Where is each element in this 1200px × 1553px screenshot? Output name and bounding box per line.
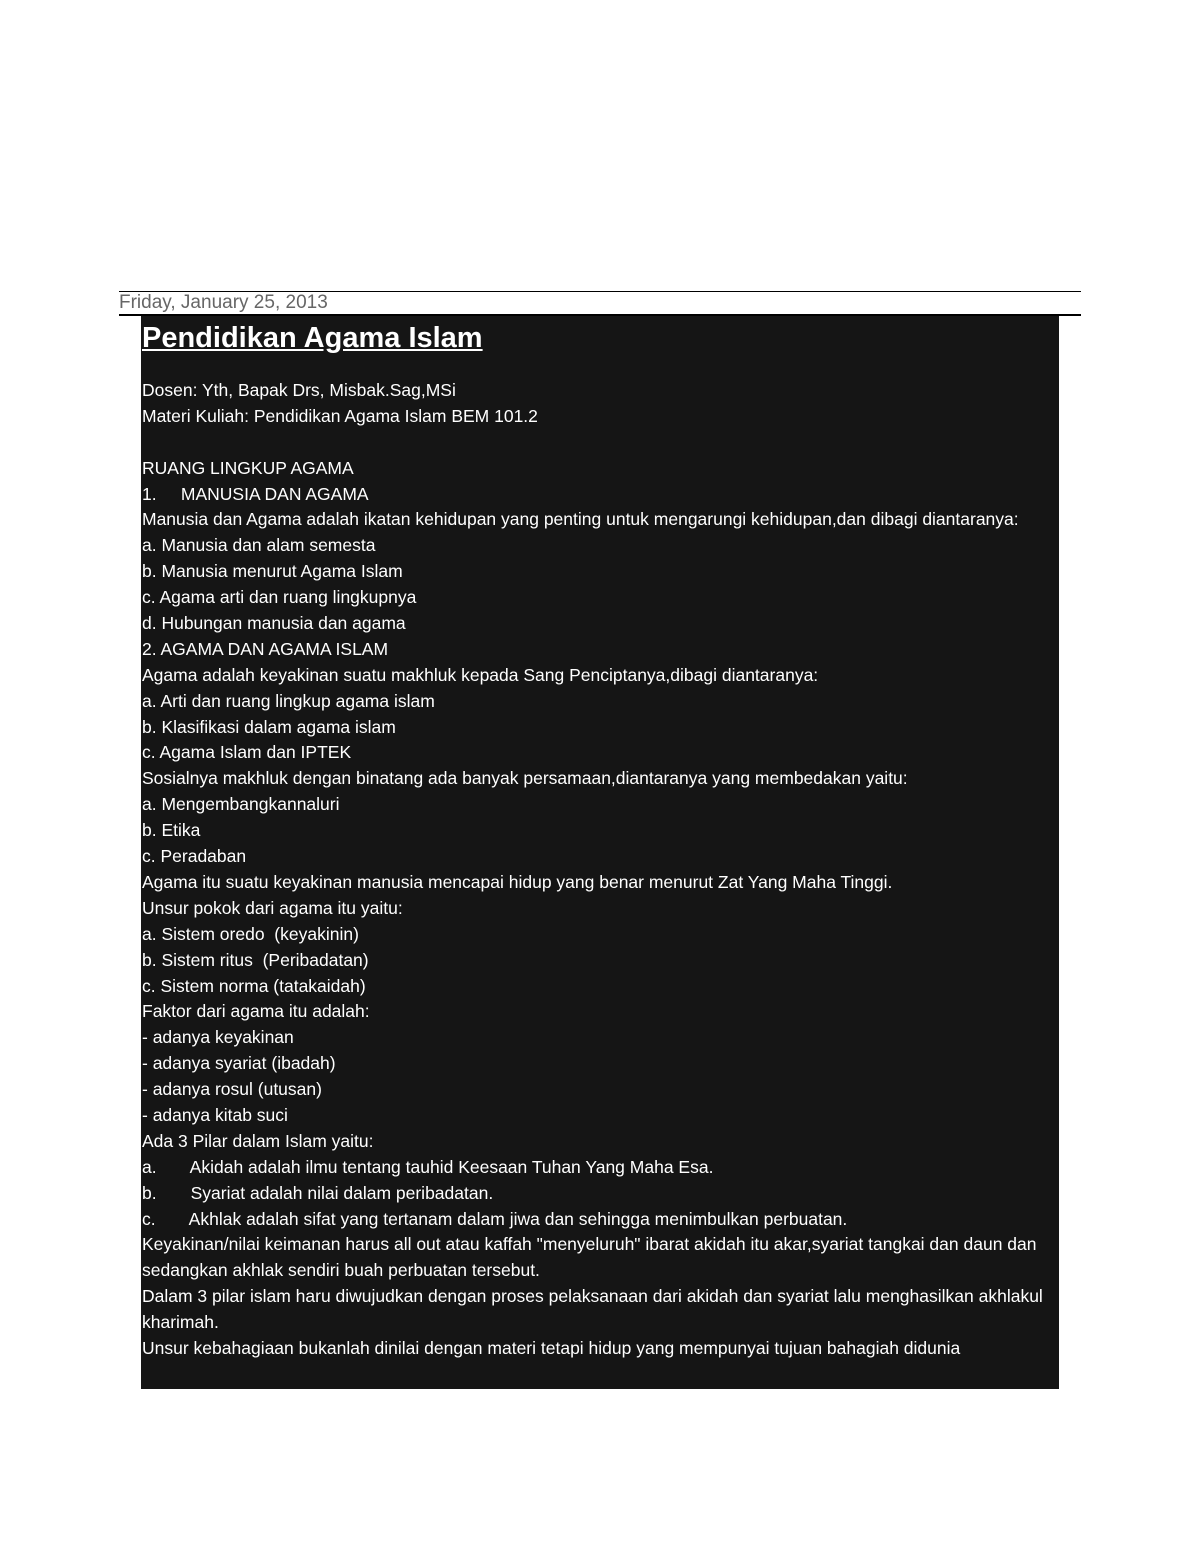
- post-content: [142, 378, 1058, 1362]
- post-date: Friday, January 25, 2013: [119, 292, 328, 313]
- list-item: c. Akhlak adalah sifat yang tertanam dalam jiwa dan sehingga menimbulkan perbuatan.: [142, 1208, 848, 1229]
- list-item: c. Peradaban: [142, 846, 247, 867]
- paragraph: Unsur pokok dari agama itu yaitu:: [142, 897, 403, 918]
- course-line: Materi Kuliah: Pendidikan Agama Islam BEM 101.2: [142, 405, 538, 426]
- lecturer-line: Dosen: Yth, Bapak Drs, Misbak.Sag,MSi: [142, 380, 456, 400]
- paragraph: Unsur kebahagiaan bukanlah dinilai dengan materi tetapi hidup yang mempunyai tujuan bahagiah didunia: [142, 1338, 961, 1359]
- list-item: b. Klasifikasi dalam agama islam: [142, 716, 396, 737]
- list-item: c. Agama Islam dan IPTEK: [142, 742, 352, 763]
- list-item: d. Hubungan manusia dan agama: [142, 613, 406, 634]
- paragraph: Dalam 3 pilar islam haru diwujudkan dengan proses pelaksanaan dari akidah dan syariat lalu menghasilkan akhlakul kharimah.: [142, 1286, 1043, 1333]
- paragraph: Agama adalah keyakinan suatu makhluk kepada Sang Penciptanya,dibagi diantaranya:: [142, 664, 819, 685]
- list-item: - adanya rosul (utusan): [142, 1079, 322, 1100]
- list-item: b. Sistem ritus (Peribadatan): [142, 949, 369, 970]
- paragraph: Manusia dan Agama adalah ikatan kehidupan yang penting untuk mengarungi kehidupan,dan dibagi diantaranya:: [142, 509, 1019, 530]
- blank-line: [142, 430, 1058, 456]
- list-item: c. Agama arti dan ruang lingkupnya: [142, 587, 417, 608]
- list-item: a. Sistem oredo (keyakinin): [142, 923, 359, 944]
- list-item: b. Manusia menurut Agama Islam: [142, 561, 403, 582]
- section-heading: RUANG LINGKUP AGAMA: [142, 457, 354, 478]
- paragraph: Faktor dari agama itu adalah:: [142, 1001, 370, 1022]
- section-heading: 2. AGAMA DAN AGAMA ISLAM: [142, 638, 389, 659]
- list-item: - adanya keyakinan: [142, 1027, 294, 1048]
- list-item: b. Syariat adalah nilai dalam peribadatan.: [142, 1182, 494, 1203]
- paragraph: Ada 3 Pilar dalam Islam yaitu:: [142, 1130, 374, 1151]
- list-item: a. Manusia dan alam semesta: [142, 535, 376, 556]
- list-item: - adanya kitab suci: [142, 1104, 288, 1125]
- paragraph: Sosialnya makhluk dengan binatang ada banyak persamaan,diantaranya yang membedakan yaitu:: [142, 768, 908, 789]
- post-body: [141, 316, 1059, 1389]
- post-date-bar: [119, 291, 1081, 316]
- paragraph: Agama itu suatu keyakinan manusia mencapai hidup yang benar menurut Zat Yang Maha Tinggi.: [142, 871, 893, 892]
- list-item: a. Akidah adalah ilmu tentang tauhid Keesaan Tuhan Yang Maha Esa.: [142, 1156, 714, 1177]
- list-item: - adanya syariat (ibadah): [142, 1053, 336, 1074]
- post-title[interactable]: Pendidikan Agama Islam: [142, 322, 483, 354]
- list-item: a. Mengembangkannaluri: [142, 794, 340, 815]
- section-heading: 1. MANUSIA DAN AGAMA: [142, 483, 369, 504]
- list-item: b. Etika: [142, 820, 201, 841]
- list-item: a. Arti dan ruang lingkup agama islam: [142, 690, 435, 711]
- list-item: c. Sistem norma (tatakaidah): [142, 975, 366, 996]
- paragraph: Keyakinan/nilai keimanan harus all out atau kaffah "menyeluruh" ibarat akidah itu akar,syariat tangkai dan daun dan sedangkan akhlak sendiri buah perbuatan tersebut.: [142, 1234, 1037, 1281]
